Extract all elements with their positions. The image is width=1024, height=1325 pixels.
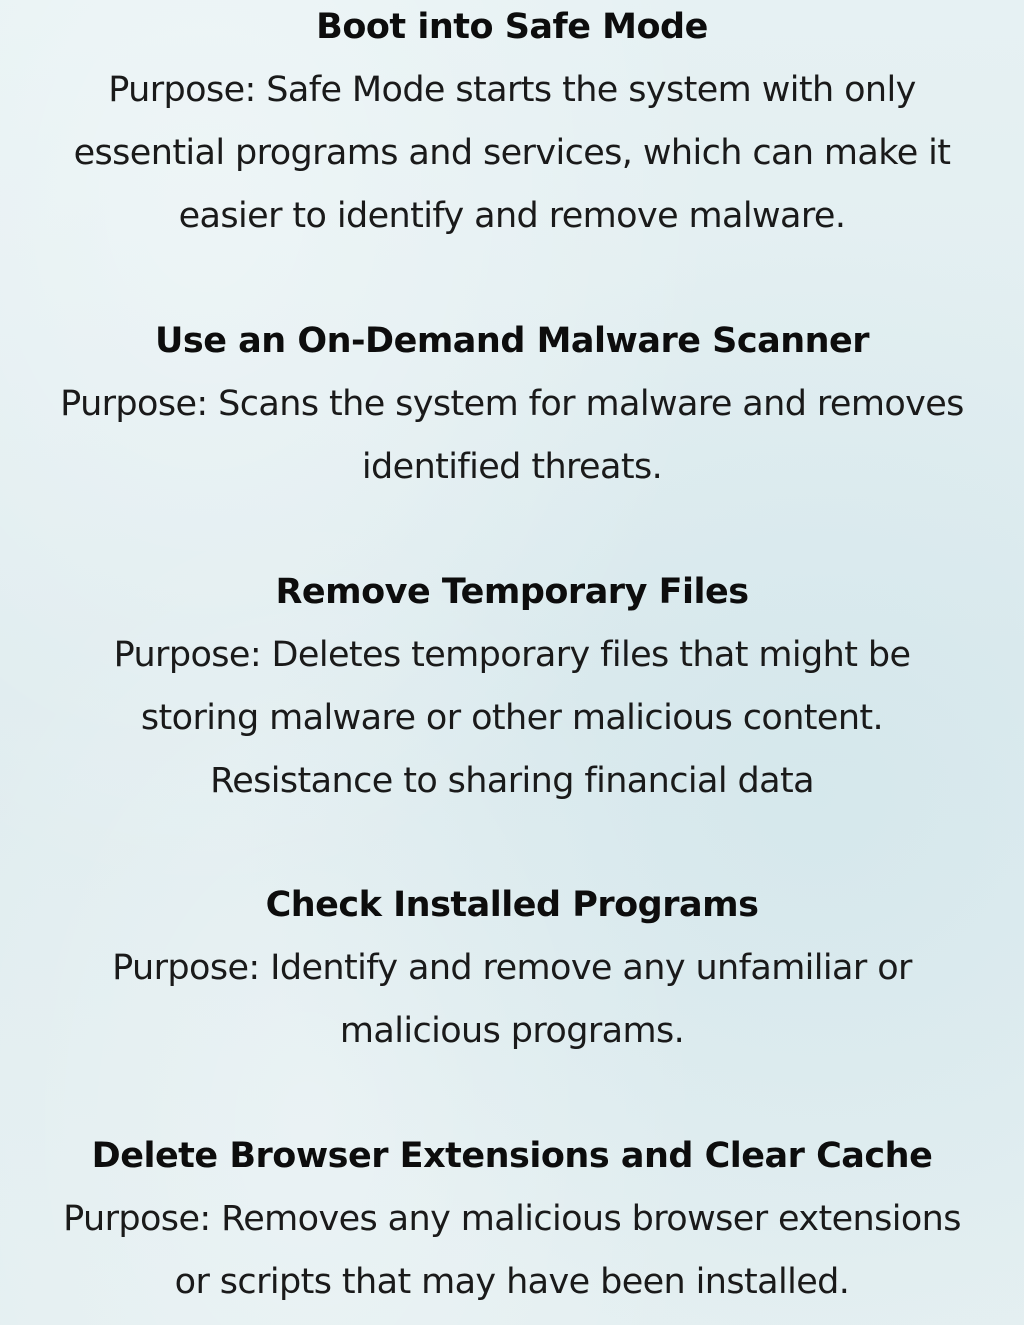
section-text-line: easier to identify and remove malware. xyxy=(178,196,846,236)
section-title: Remove Temporary Files xyxy=(275,572,749,612)
section-title: Check Installed Programs xyxy=(265,885,759,925)
section-text-line: identified threats. xyxy=(361,447,663,487)
section-text-line: Purpose: Safe Mode starts the system with only xyxy=(108,70,916,110)
section-text-line: or scripts that may have been installed. xyxy=(174,1262,850,1302)
section-title: Delete Browser Extensions and Clear Cache xyxy=(91,1136,933,1176)
section-text-line: essential programs and services, which can make it xyxy=(73,133,951,173)
section-malware-scanner xyxy=(0,310,1024,499)
section-text-line: Purpose: Identify and remove any unfamiliar or xyxy=(112,948,912,988)
section-title: Use an On-Demand Malware Scanner xyxy=(154,321,870,361)
section-temporary-files xyxy=(0,561,1024,813)
section-browser-extensions xyxy=(0,1125,1024,1314)
section-title: Boot into Safe Mode xyxy=(316,7,708,47)
section-installed-programs xyxy=(0,874,1024,1063)
section-text-line: Purpose: Deletes temporary files that might be xyxy=(113,635,911,675)
section-text-line: Purpose: Removes any malicious browser extensions xyxy=(63,1199,961,1239)
section-text-line: storing malware or other malicious content. xyxy=(140,698,884,738)
section-text-line: Purpose: Scans the system for malware and removes xyxy=(60,384,964,424)
section-text-line: Resistance to sharing financial data xyxy=(210,761,814,801)
section-text-line: malicious programs. xyxy=(339,1011,685,1051)
section-boot-safe-mode xyxy=(0,0,1024,248)
